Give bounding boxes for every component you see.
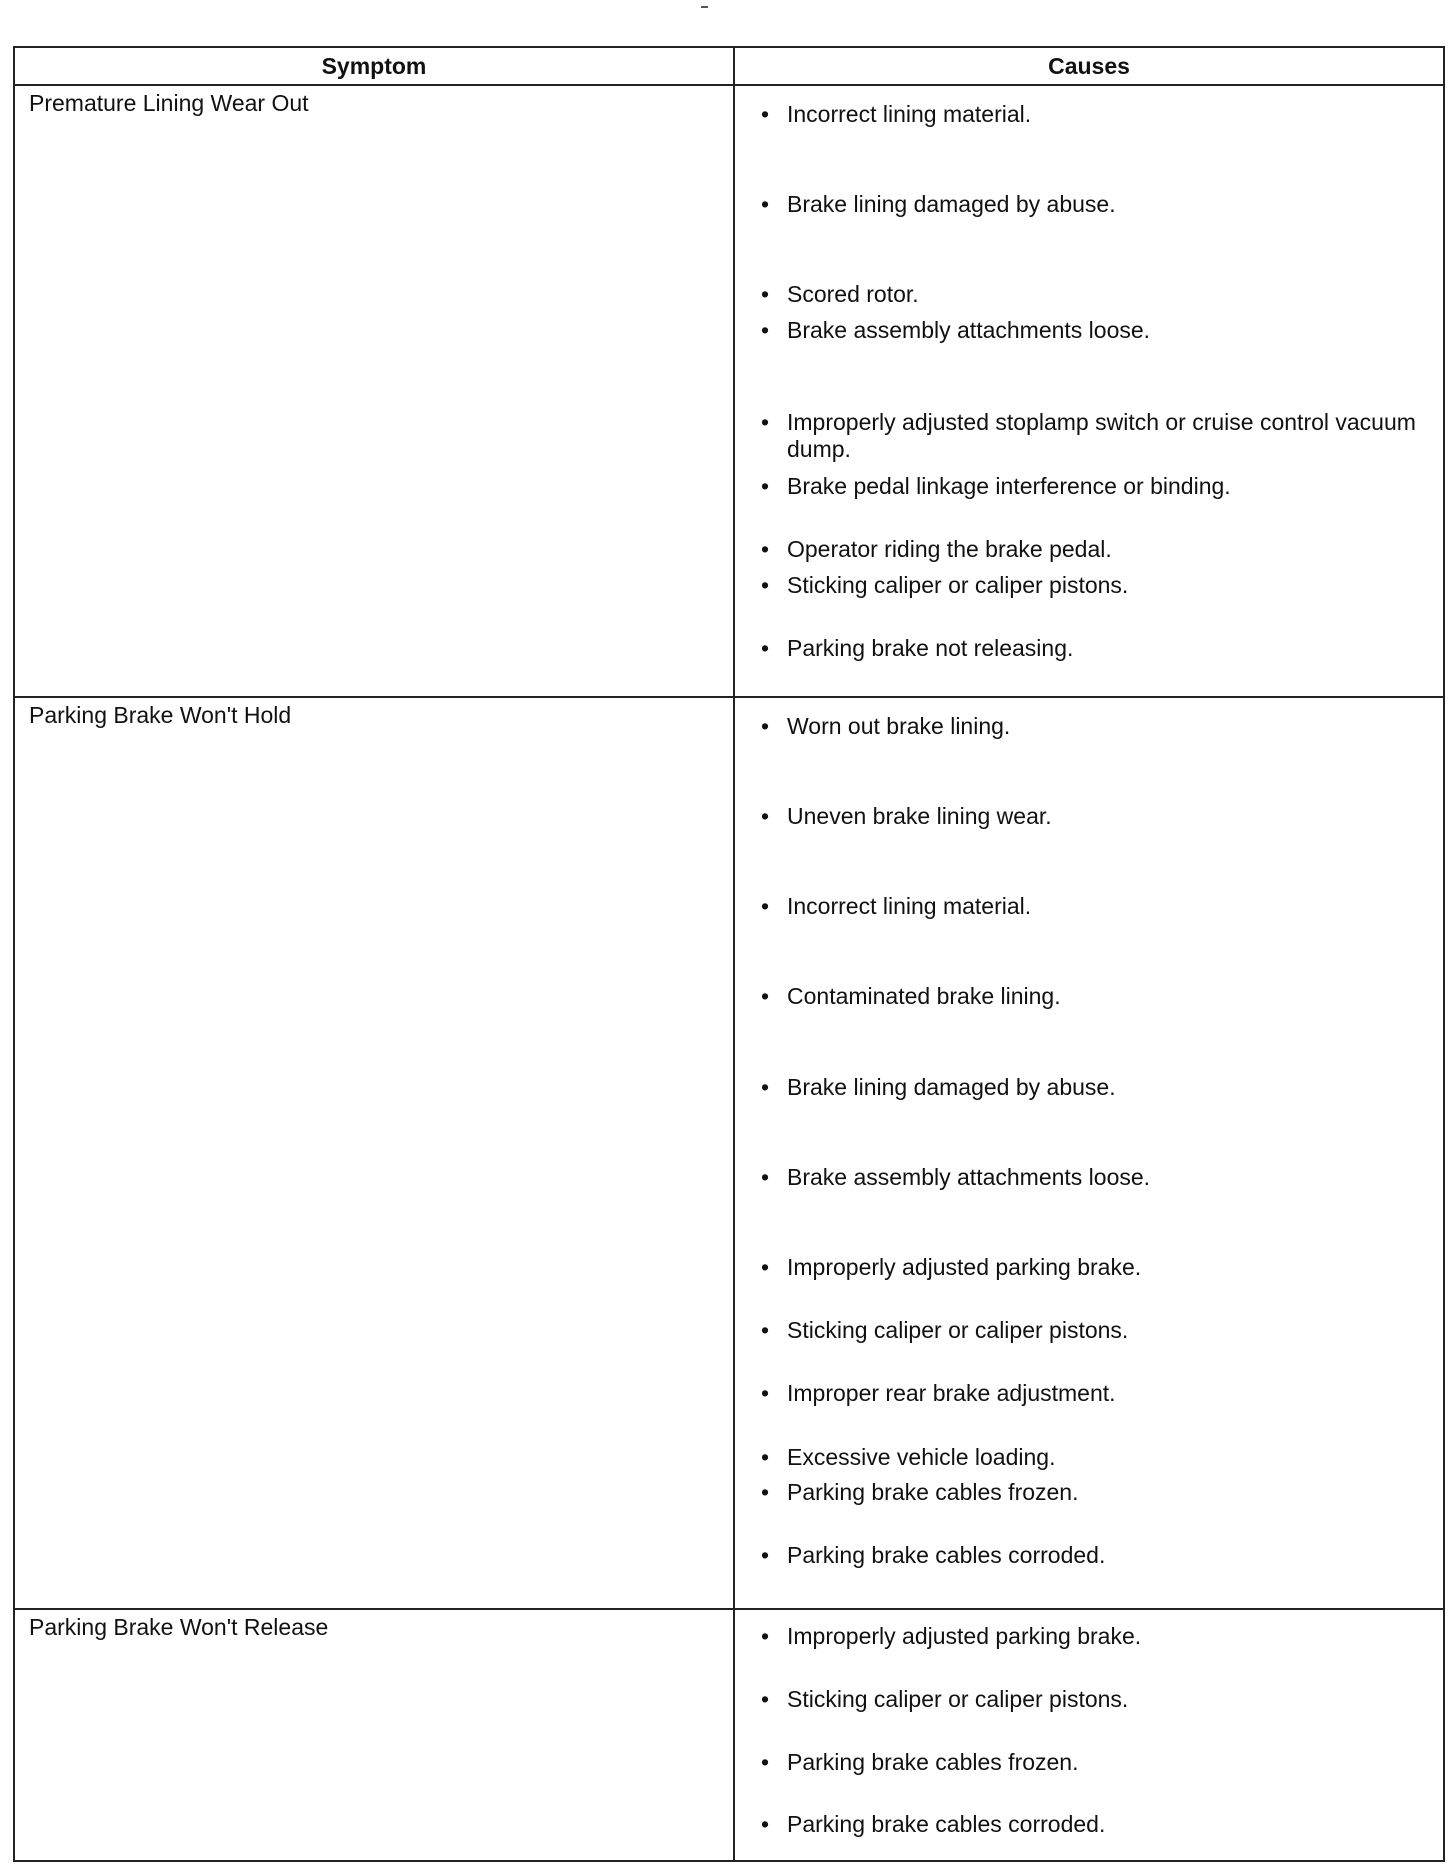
bullet-icon: • <box>761 572 770 598</box>
header-divider <box>15 84 1443 86</box>
bullet-icon: • <box>761 1686 770 1712</box>
cause-item: • Brake assembly attachments loose. <box>761 1164 1151 1190</box>
cause-item: • Brake lining damaged by abuse. <box>761 1074 1116 1100</box>
cause-item: • Parking brake not releasing. <box>761 635 1074 661</box>
bullet-icon: • <box>761 893 770 919</box>
cause-item: • Operator riding the brake pedal. <box>761 536 1112 562</box>
bullet-icon: • <box>761 1749 770 1775</box>
bullet-icon: • <box>761 101 770 127</box>
bullet-icon: • <box>761 536 770 562</box>
cause-item: • Brake pedal linkage interference or binding. <box>761 473 1231 499</box>
cause-item: • Sticking caliper or caliper pistons. <box>761 1317 1129 1343</box>
cause-item: • Brake lining damaged by abuse. <box>761 191 1116 217</box>
cause-item: • Improperly adjusted parking brake. <box>761 1254 1142 1280</box>
cause-item: • Parking brake cables corroded. <box>761 1542 1106 1568</box>
cause-item: • Improper rear brake adjustment. <box>761 1380 1116 1406</box>
cause-item: • Sticking caliper or caliper pistons. <box>761 572 1129 598</box>
bullet-icon: • <box>761 1479 770 1505</box>
bullet-icon: • <box>761 635 770 661</box>
row-divider <box>15 696 1443 698</box>
bullet-icon: • <box>761 713 770 739</box>
bullet-icon: • <box>761 317 770 343</box>
cause-item: • Excessive vehicle loading. <box>761 1444 1056 1470</box>
header-causes: Causes <box>1048 53 1130 79</box>
bullet-icon: • <box>761 281 770 307</box>
cause-item: • Worn out brake lining. <box>761 713 1011 739</box>
bullet-icon: • <box>761 1317 770 1343</box>
page-mark <box>701 6 708 8</box>
bullet-icon: • <box>761 473 770 499</box>
cause-item: • Improperly adjusted stoplamp switch or cruise control vacuum dump. <box>761 409 1416 462</box>
symptom-parking-brake-wont-release: Parking Brake Won't Release <box>29 1614 329 1640</box>
diagnosis-table <box>13 46 1445 1862</box>
bullet-icon: • <box>761 1542 770 1568</box>
cause-item: • Scored rotor. <box>761 281 919 307</box>
bullet-icon: • <box>761 191 770 217</box>
header-symptom: Symptom <box>321 53 427 79</box>
cause-item: • Uneven brake lining wear. <box>761 803 1052 829</box>
bullet-icon: • <box>761 1254 770 1280</box>
cause-item: • Improperly adjusted parking brake. <box>761 1623 1142 1649</box>
cause-item: • Sticking caliper or caliper pistons. <box>761 1686 1129 1712</box>
cause-item: • Incorrect lining material. <box>761 101 1032 127</box>
bullet-icon: • <box>761 1380 770 1406</box>
cause-item: • Parking brake cables corroded. <box>761 1811 1106 1837</box>
row-divider <box>15 1608 1443 1610</box>
column-divider <box>733 48 735 1860</box>
symptom-parking-brake-wont-hold: Parking Brake Won't Hold <box>29 702 292 728</box>
bullet-icon: • <box>761 1074 770 1100</box>
bullet-icon: • <box>761 1623 770 1649</box>
bullet-icon: • <box>761 983 770 1009</box>
bullet-icon: • <box>761 803 770 829</box>
bullet-icon: • <box>761 1811 770 1837</box>
cause-item: • Brake assembly attachments loose. <box>761 317 1151 343</box>
bullet-icon: • <box>761 1444 770 1470</box>
cause-item: • Contaminated brake lining. <box>761 983 1061 1009</box>
cause-item: • Parking brake cables frozen. <box>761 1479 1079 1505</box>
bullet-icon: • <box>761 1164 770 1190</box>
cause-item: • Incorrect lining material. <box>761 893 1032 919</box>
bullet-icon: • <box>761 409 770 435</box>
cause-item: • Parking brake cables frozen. <box>761 1749 1079 1775</box>
symptom-premature-lining-wear-out: Premature Lining Wear Out <box>29 90 309 116</box>
